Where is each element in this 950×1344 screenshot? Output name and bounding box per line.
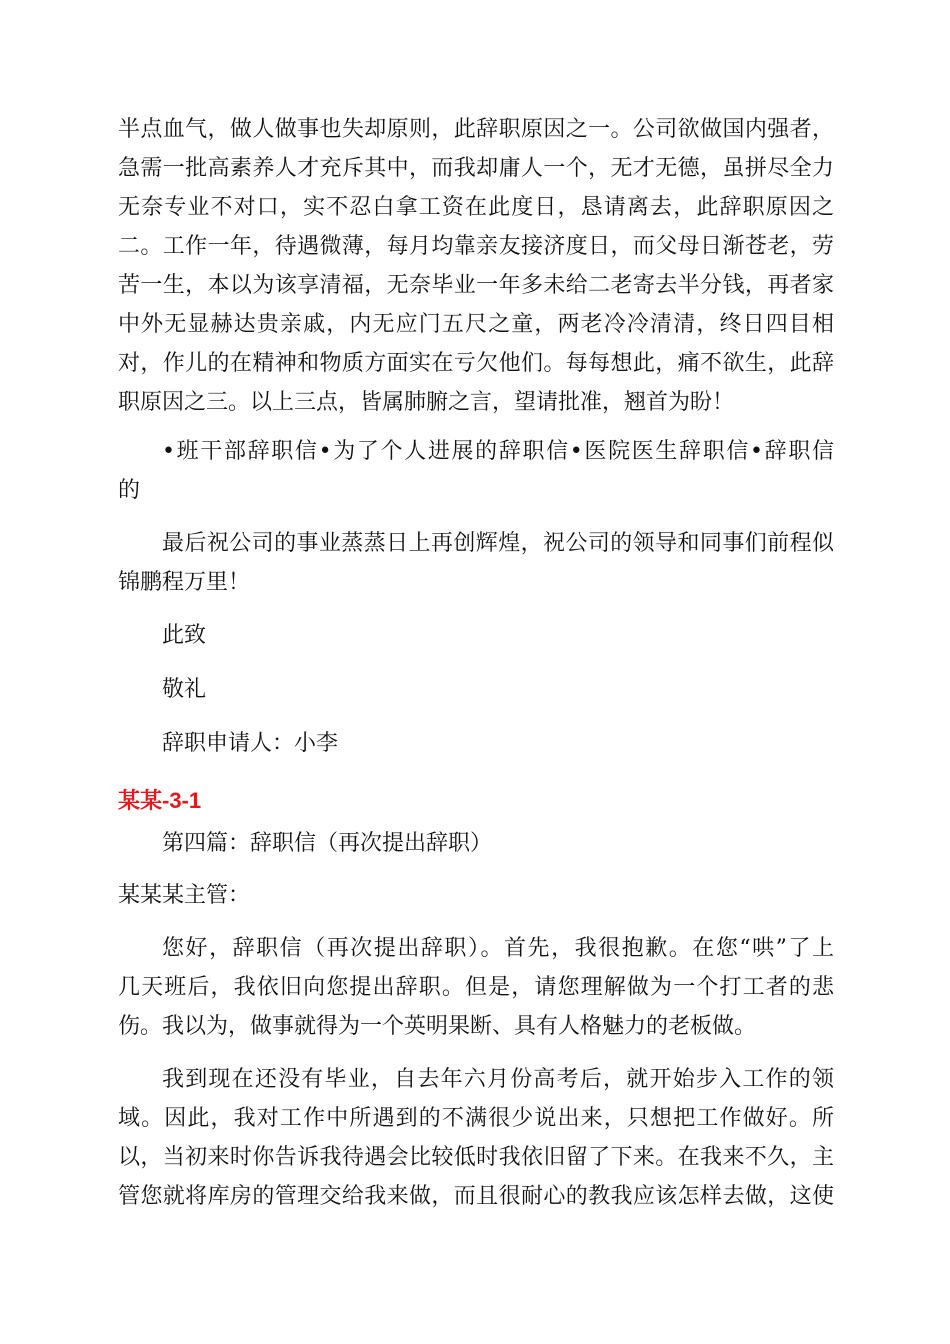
related-links-line: •班干部辞职信•为了个人进展的辞职信•医院医生辞职信•辞职信: [162, 439, 834, 464]
text-line: 域。因此，我对工作中所遇到的不满很少说出来，只想把工作做好。所: [118, 1106, 834, 1131]
text-line: 二。工作一年，待遇微薄，每月均靠亲友接济度日，而父母日渐苍老，劳: [118, 234, 834, 259]
related-links: [118, 432, 834, 510]
text-line: 以，当初来时你告诉我待遇会比较低时我依旧留了下来。在我来不久，主: [118, 1145, 834, 1170]
signature: 辞职申请人：小李: [162, 731, 339, 756]
related-links-line: 的: [118, 478, 141, 503]
text-line: 您好，辞职信（再次提出辞职）。首先，我很抱歉。在您“哄”了上: [162, 936, 834, 961]
text-line: 管您就将库房的管理交给我来做，而且很耐心的教我应该怎样去做，这使: [118, 1184, 834, 1209]
text-line: 几天班后，我依旧向您提出辞职。但是，请您理解做为一个打工者的悲: [118, 975, 834, 1000]
text-line: 半点血气，做人做事也失却原则，此辞职原因之一。公司欲做国内强者，: [118, 117, 834, 142]
closing-wish: [118, 524, 834, 602]
paragraph-apology: [118, 929, 834, 1046]
text-line: 苦一生，本以为该享清福，无奈毕业一年多未给二老寄去半分钱，再者家: [118, 273, 834, 298]
text-line: 对，作儿的在精神和物质方面实在亏欠他们。每每想此，痛不欲生，此辞: [118, 351, 834, 376]
text-line: 无奈专业不对口，实不忍白拿工资在此度日，恳请离去，此辞职原因之: [118, 195, 834, 220]
text-line: 伤。我以为，做事就得为一个英明果断、具有人格魅力的老板做。: [118, 1014, 757, 1039]
text-line: 急需一批高素养人才充斥其中，而我却庸人一个，无才无德，虽拼尽全力: [118, 156, 834, 181]
paragraph-background: [118, 1060, 834, 1216]
salutation-jingli: 敬礼: [162, 677, 207, 702]
text-line: 锦鹏程万里！: [118, 570, 251, 595]
text-line: 职原因之三。以上三点，皆属肺腑之言，望请批准，翘首为盼！: [118, 390, 735, 415]
chapter-title: 第四篇：辞职信（再次提出辞职）: [162, 831, 493, 856]
text-line: 我到现在还没有毕业，自去年六月份高考后，就开始步入工作的领: [162, 1067, 834, 1092]
salutation-cizhi: 此致: [162, 623, 207, 648]
paragraph-resignation-reasons: [118, 110, 834, 422]
text-line: 最后祝公司的事业蒸蒸日上再创辉煌，祝公司的领导和同事们前程似: [162, 531, 834, 556]
addressee: 某某某主管：: [118, 883, 251, 908]
text-line: 中外无显赫达贵亲戚，内无应门五尺之童，两老冷冷清清，终日四目相: [118, 312, 834, 337]
section-marker: 某某-3-1: [118, 788, 202, 813]
